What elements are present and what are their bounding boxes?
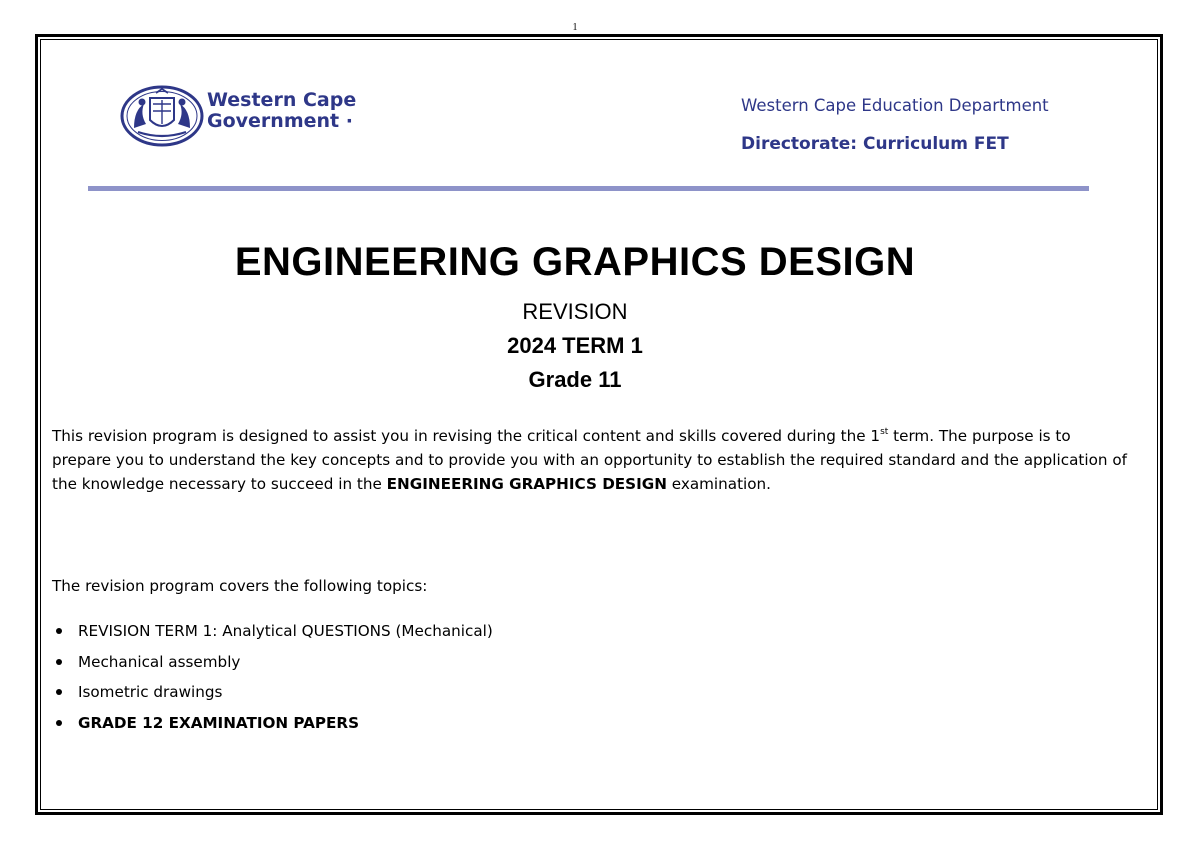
bullet-icon bbox=[56, 689, 62, 695]
logo-line-1: Western Cape bbox=[207, 89, 357, 111]
logo-dot: · bbox=[345, 110, 353, 132]
western-cape-government-logo bbox=[120, 84, 380, 148]
intro-text-2: term. The purpose is to prepare you to understand the key concepts and to provide you with an opportunity to establish the required standard and the application of the knowledge necessary to succeed in the bbox=[52, 427, 1127, 493]
directorate-name: Directorate: Curriculum FET bbox=[741, 134, 1009, 154]
intro-superscript: st bbox=[880, 427, 889, 437]
topic-label: Isometric drawings bbox=[78, 683, 223, 701]
logo-text bbox=[207, 90, 356, 132]
topic-label: REVISION TERM 1: Analytical QUESTIONS (Mechanical) bbox=[78, 622, 493, 640]
bullet-icon bbox=[56, 659, 62, 665]
header-divider bbox=[88, 186, 1089, 191]
list-item bbox=[52, 708, 493, 739]
topic-list bbox=[52, 616, 493, 738]
department-name: Western Cape Education Department bbox=[741, 96, 1049, 115]
intro-paragraph bbox=[52, 424, 1132, 496]
topics-intro: The revision program covers the following topics: bbox=[52, 577, 428, 595]
page-number: 1 bbox=[572, 22, 578, 33]
topic-label: Mechanical assembly bbox=[78, 652, 241, 671]
list-item bbox=[52, 677, 493, 708]
subtitle-grade: Grade 11 bbox=[528, 367, 622, 392]
list-item bbox=[52, 616, 493, 647]
topic-label: GRADE 12 EXAMINATION PAPERS bbox=[78, 713, 360, 732]
subtitle-term: 2024 TERM 1 bbox=[507, 333, 643, 358]
intro-text-1: This revision program is designed to assist you in revising the critical content and skills covered during the 1 bbox=[52, 427, 881, 445]
intro-text-3: examination. bbox=[666, 475, 772, 493]
bullet-icon bbox=[56, 720, 62, 726]
subtitle-revision: REVISION bbox=[522, 299, 628, 324]
bullet-icon bbox=[56, 628, 62, 634]
coat-of-arms-icon bbox=[120, 84, 204, 148]
logo-line-2: Government bbox=[207, 110, 340, 132]
document-title: ENGINEERING GRAPHICS DESIGN bbox=[234, 240, 916, 284]
list-item bbox=[52, 647, 493, 678]
intro-subject-bold: ENGINEERING GRAPHICS DESIGN bbox=[386, 475, 667, 493]
